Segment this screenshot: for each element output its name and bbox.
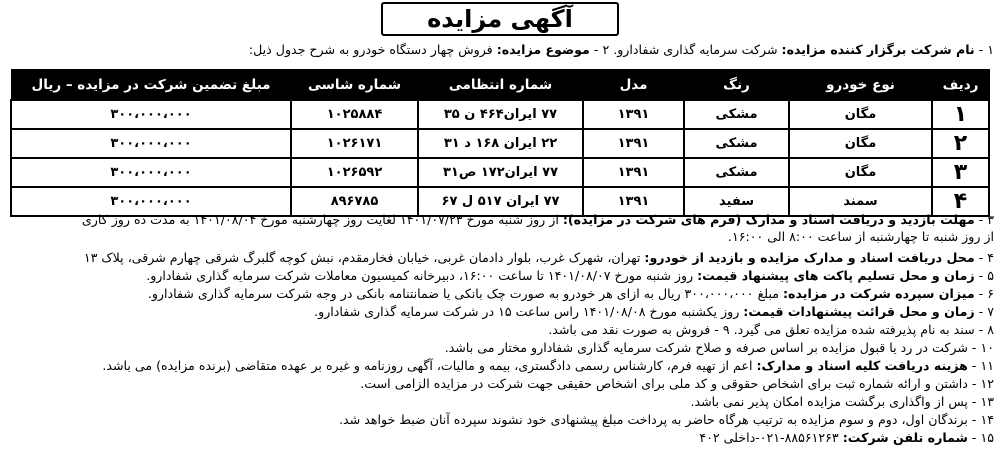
- col-vehicle-type: نوع خودرو: [789, 70, 932, 101]
- row-index: ۱: [932, 100, 989, 129]
- vehicle-model: ۱۳۹۱: [583, 187, 684, 216]
- notice-item: [6, 212, 994, 228]
- vehicle-type: سمند: [789, 187, 932, 216]
- vehicle-model: ۱۳۹۱: [583, 158, 684, 187]
- bail-amount: ۳۰۰،۰۰۰،۰۰۰: [11, 100, 291, 129]
- chassis-number: ۸۹۶۷۸۵: [291, 187, 418, 216]
- row-index: ۲: [932, 129, 989, 158]
- vehicle-color: سفید: [684, 187, 789, 216]
- notice-item: [6, 229, 994, 245]
- item-number: ۱۳ -: [971, 394, 994, 409]
- item-text: روز شنبه مورخ ۱۴۰۱/۰۸/۰۷ تا ساعت ۱۶:۰۰، دبیرخانه کمیسیون معاملات شرکت سرمایه گذاری شفادارو.: [146, 268, 694, 283]
- vehicle-type: مگان: [789, 129, 932, 158]
- bail-amount: ۳۰۰،۰۰۰،۰۰۰: [11, 129, 291, 158]
- item-number: ۱۱ -: [971, 358, 994, 373]
- item-label: هزینه دریافت کلیه اسناد و مدارک:: [756, 358, 968, 373]
- item-text: پس از واگذاری برگشت مزایده امکان پذیر نمی باشد.: [690, 394, 968, 409]
- item-text: تهران، شهرک غرب، بلوار دادمان غربی، خیابان فخارمقدم، نبش کوچه گلبرگ شرقی چهارم شرقی، پلاک ۱۳: [83, 250, 641, 265]
- vehicle-type: مگان: [789, 158, 932, 187]
- table-row: [11, 100, 989, 129]
- col-color: رنگ: [684, 70, 789, 101]
- item-label: شماره تلفن شرکت:: [842, 430, 968, 445]
- notice-item: [6, 322, 994, 338]
- notice-item: [6, 412, 994, 428]
- plate-number: ۲۲ ایران ۱۶۸ د ۳۱: [418, 129, 583, 158]
- item-text: ۸۸۵۶۱۲۶۳-۰۲۱-داخلی ۴۰۲: [699, 430, 839, 445]
- notice-item: [6, 430, 994, 446]
- item-text: اعم از تهیه فرم، کارشناس رسمی دادگستری، بیمه و مالیات، آگهی روزنامه و غیره بر عهده متقاضی (برنده مزایده) می باشد.: [102, 358, 753, 373]
- item-label: زمان و محل تسلیم پاکت های پیشنهاد قیمت:: [697, 268, 975, 283]
- row-index: ۳: [932, 158, 989, 187]
- item-number: ۲ -: [593, 42, 610, 57]
- item-text: از روز شنبه تا چهارشنبه از ساعت ۸:۰۰ الی ۱۶:۰۰.: [727, 229, 994, 244]
- bail-amount: ۳۰۰،۰۰۰،۰۰۰: [11, 187, 291, 216]
- item-label: میزان سپرده شرکت در مزایده:: [783, 286, 975, 301]
- notice-item: [6, 340, 994, 356]
- table-header-row: [11, 70, 989, 101]
- vehicle-color: مشکی: [684, 129, 789, 158]
- plate-number: ۷۷ ایران ۵۱۷ ل ۶۷: [418, 187, 583, 216]
- item-number: ۵ -: [978, 268, 994, 283]
- notice-item: [6, 286, 994, 302]
- col-model: مدل: [583, 70, 684, 101]
- table-row: [11, 158, 989, 187]
- item-text: از روز شنبه مورخ ۱۴۰۱/۰۷/۲۳ لغایت روز چهارشنبه مورخ ۱۴۰۱/۰۸/۰۴ به مدت ده روز کاری: [81, 212, 559, 227]
- item-number: ۱۴ -: [971, 412, 994, 427]
- item-text: شرکت در رد یا قبول مزایده بر اساس صرفه و صلاح شرکت سرمایه گذاری شفادارو مختار می باشد.: [444, 340, 968, 355]
- item-number: ۴ -: [978, 250, 994, 265]
- notice-title: آگهی مزایده: [381, 2, 619, 36]
- plate-number: ۷۷ ایران۱۷۲ ص۳۱: [418, 158, 583, 187]
- vehicles-table: [10, 69, 990, 217]
- intro-line: [6, 42, 994, 58]
- chassis-number: ۱۰۲۵۸۸۴: [291, 100, 418, 129]
- notice-item: [6, 394, 994, 410]
- item-text: فروش چهار دستگاه خودرو به شرح جدول ذیل:: [248, 42, 493, 57]
- notice-item: [6, 268, 994, 284]
- item-label: زمان و محل قرائت پیشنهادات قیمت:: [743, 304, 975, 319]
- item-label: موضوع مزایده:: [496, 42, 590, 57]
- item-number: ۳ -: [978, 212, 994, 227]
- item-number: ۱۲ -: [971, 376, 994, 391]
- notice-item: [6, 358, 994, 374]
- item-text: مبلغ ۳۰۰،۰۰۰،۰۰۰ ریال به ازای هر خودرو به صورت چک بانکی یا ضمانتنامه بانکی در وجه شرکت سرمایه گذاری شفادارو.: [147, 286, 779, 301]
- item-label: محل دریافت اسناد و مدارک مزایده و بازدید از خودرو:: [644, 250, 975, 265]
- item-number: ۱ -: [978, 42, 994, 57]
- notice-item: [6, 250, 994, 266]
- item-number: ۱۰ -: [971, 340, 994, 355]
- item-text: سند به نام پذیرفته شده مزایده تعلق می گیرد. ۹ - فروش به صورت نقد می باشد.: [548, 322, 975, 337]
- vehicle-color: مشکی: [684, 158, 789, 187]
- item-number: ۶ -: [978, 286, 994, 301]
- col-index: ردیف: [932, 70, 989, 101]
- bail-amount: ۳۰۰،۰۰۰،۰۰۰: [11, 158, 291, 187]
- table-row: [11, 129, 989, 158]
- item-text: روز یکشنبه مورخ ۱۴۰۱/۰۸/۰۸ راس ساعت ۱۵ در شرکت سرمایه گذاری شفادارو.: [314, 304, 740, 319]
- col-bail-amount: مبلغ تضمین شرکت در مزایده – ریال: [11, 70, 291, 101]
- item-number: ۸ -: [978, 322, 994, 337]
- vehicle-model: ۱۳۹۱: [583, 100, 684, 129]
- item-text: داشتن و ارائه شماره ثبت برای اشخاص حقوقی و کد ملی برای اشخاص حقیقی جهت شرکت در مزایده الزامی است.: [360, 376, 968, 391]
- item-number: ۱۵ -: [971, 430, 994, 445]
- col-plate: شماره انتظامی: [418, 70, 583, 101]
- notice-item: [6, 304, 994, 320]
- chassis-number: ۱۰۲۶۵۹۲: [291, 158, 418, 187]
- item-number: ۷ -: [978, 304, 994, 319]
- plate-number: ۷۷ ایران۴۶۴ ن ۳۵: [418, 100, 583, 129]
- vehicle-type: مگان: [789, 100, 932, 129]
- item-label: مهلت بازدید و دریافت اسناد و مدارک (فرم های شرکت در مزایده):: [562, 212, 975, 227]
- item-label: نام شرکت برگزار کننده مزایده:: [781, 42, 975, 57]
- vehicle-model: ۱۳۹۱: [583, 129, 684, 158]
- chassis-number: ۱۰۲۶۱۷۱: [291, 129, 418, 158]
- notice-item: [6, 376, 994, 392]
- vehicle-color: مشکی: [684, 100, 789, 129]
- row-index: ۴: [932, 187, 989, 216]
- item-text: شرکت سرمایه گذاری شفادارو.: [613, 42, 778, 57]
- item-text: برندگان اول، دوم و سوم مزایده به ترتیب هرگاه حاضر به پرداخت مبلغ پیشنهادی خود نشوند سپرده آنان ضبط خواهد شد.: [339, 412, 968, 427]
- col-chassis: شماره شاسی: [291, 70, 418, 101]
